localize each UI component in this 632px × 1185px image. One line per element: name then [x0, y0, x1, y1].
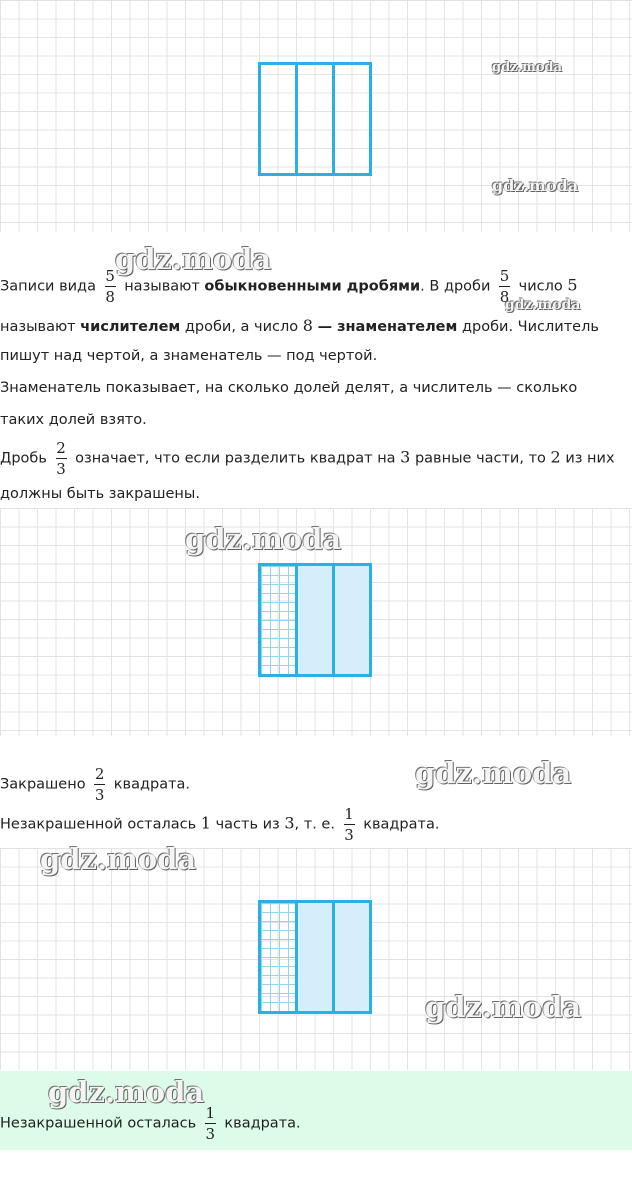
- text-line-2: называют числителем дроби, а число 8 — знаменателем дроби. Числитель: [0, 316, 599, 335]
- fraction-2-3: $\frac{2}{3}$: [56, 439, 66, 478]
- watermark: gdz.moda: [48, 1075, 205, 1109]
- square-two-thirds-shaded: [258, 563, 372, 677]
- watermark: gdz.moda: [185, 522, 342, 556]
- text-line-9: Незакрашенной осталась 1 часть из 3, т. е. $\frac{1}{3}$ квадрата.: [0, 805, 440, 844]
- grid-panel-1: [0, 0, 632, 232]
- text-line-1: Записи вида $\frac{5}{8}$ называют обыкновенными дробями. В дроби $\frac{5}{8}$ число 5: [0, 267, 578, 306]
- answer-text: Незакрашенной осталась $\frac{1}{3}$ квадрата.: [0, 1104, 301, 1143]
- fraction-5-8: $\frac{5}{8}$: [499, 267, 510, 306]
- watermark: gdz.moda: [492, 60, 563, 75]
- text-line-8: Закрашено $\frac{2}{3}$ квадрата.: [0, 765, 191, 804]
- watermark: gdz.moda: [425, 990, 582, 1024]
- answer-block: [0, 1071, 632, 1150]
- watermark: gdz.moda: [505, 297, 581, 313]
- text-line-3: пишут над чертой, а знаменатель — под чертой.: [0, 348, 378, 364]
- watermark: gdz.moda: [115, 242, 272, 276]
- fraction-1-3: $\frac{1}{3}$: [205, 1104, 216, 1143]
- text-line-7: должны быть закрашены.: [0, 486, 200, 502]
- text-line-6: Дробь $\frac{2}{3}$ означает, что если разделить квадрат на 3 равные части, то 2 из них: [0, 439, 615, 478]
- watermark: gdz.moda: [492, 176, 579, 195]
- grid-panel-3: [0, 842, 632, 1070]
- fraction-1-3: $\frac{1}{3}$: [344, 805, 354, 844]
- text-line-5: таких долей взято.: [0, 412, 147, 428]
- fraction-2-3: $\frac{2}{3}$: [94, 765, 105, 804]
- watermark: gdz.moda: [415, 756, 572, 790]
- text-line-4: Знаменатель показывает, на сколько долей делят, а числитель — сколько: [0, 380, 578, 396]
- watermark: gdz.moda: [40, 842, 197, 876]
- grid-panel-2: [0, 508, 632, 736]
- square-two-thirds-shaded: [258, 900, 372, 1014]
- square-three-parts: [258, 62, 372, 176]
- fraction-5-8: $\frac{5}{8}$: [105, 267, 115, 306]
